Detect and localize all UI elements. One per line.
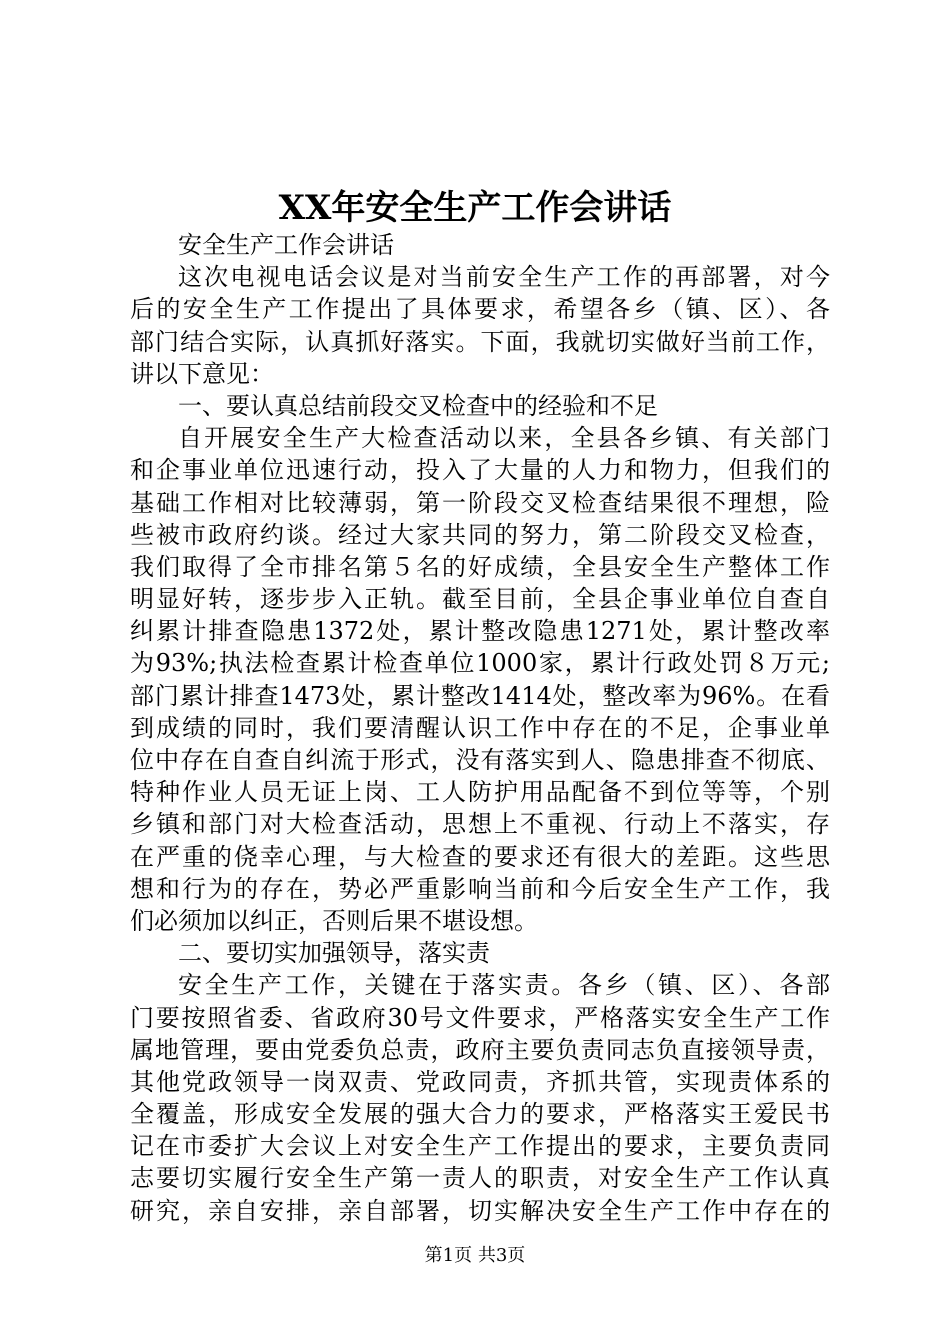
paragraph-line: 这次电视电话会议是对当前安全生产工作的再部署，对今: [178, 263, 830, 292]
paragraph-line: 其他党政领导一岗双责、党政同责，齐抓共管，实现责体系的: [130, 1067, 830, 1096]
paragraph-line: 记在市委扩大会议上对安全生产工作提出的要求，主要负责同: [130, 1132, 830, 1161]
paragraph-line: 门要按照省委、省政府30号文件要求，严格落实安全生产工作: [130, 1003, 830, 1032]
paragraph-line: 自开展安全生产大检查活动以来，全县各乡镇、有关部门: [178, 424, 830, 453]
paragraph-line: 为93%;执法检查累计检查单位1000家，累计行政处罚８万元;: [130, 649, 830, 678]
paragraph-line: 在严重的侥幸心理，与大检查的要求还有很大的差距。这些思: [130, 842, 830, 871]
paragraph-line: 全覆盖，形成安全发展的强大合力的要求，严格落实王爱民书: [130, 1100, 830, 1129]
paragraph-line: 讲以下意见：: [130, 359, 274, 388]
paragraph-line: 想和行为的存在，势必严重影响当前和今后安全生产工作，我: [130, 874, 830, 903]
document-body: [130, 229, 830, 1227]
paragraph-line: 明显好转，逐步步入正轨。截至目前，全县企事业单位自查自: [130, 585, 830, 614]
paragraph-line: 乡镇和部门对大检查活动，思想上不重视、行动上不落实，存: [130, 810, 830, 839]
paragraph-line: 部门结合实际，认真抓好落实。下面，我就切实做好当前工作，: [130, 327, 830, 356]
paragraph-line: 研究，亲自安排，亲自部署，切实解决安全生产工作中存在的: [130, 1196, 830, 1225]
section-heading-1: 一、要认真总结前段交叉检查中的经验和不足: [178, 391, 658, 420]
paragraph-line: 特种作业人员无证上岗、工人防护用品配备不到位等等，个别: [130, 778, 830, 807]
paragraph-line: 部门累计排查1473处，累计整改1414处，整改率为96%。在看: [130, 681, 830, 710]
paragraph-line: 后的安全生产工作提出了具体要求，希望各乡（镇、区）、各: [130, 295, 830, 324]
subtitle-line: 安全生产工作会讲话: [178, 231, 394, 259]
section-heading-2: 二、要切实加强领导，落实责: [178, 939, 490, 968]
paragraph-line: 和企事业单位迅速行动，投入了大量的人力和物力，但我们的: [130, 456, 830, 485]
paragraph-line: 些被市政府约谈。经过大家共同的努力，第二阶段交叉检查，: [130, 520, 830, 549]
paragraph-line: 志要切实履行安全生产第一责人的职责，对安全生产工作认真: [130, 1164, 830, 1193]
paragraph-line: 基础工作相对比较薄弱，第一阶段交叉检查结果很不理想，险: [130, 488, 830, 517]
document-title: XX年安全生产工作会讲话: [278, 188, 672, 228]
paragraph-line: 们必须加以纠正，否则后果不堪设想。: [130, 906, 538, 935]
paragraph-line: 纠累计排查隐患1372处，累计整改隐患1271处，累计整改率: [130, 617, 830, 646]
paragraph-line: 安全生产工作，关键在于落实责。各乡（镇、区）、各部: [178, 971, 830, 1000]
paragraph-line: 位中存在自查自纠流于形式，没有落实到人、隐患排查不彻底、: [130, 746, 830, 774]
page-number-footer: 第1页 共3页: [424, 1245, 526, 1266]
paragraph-line: 到成绩的同时，我们要清醒认识工作中存在的不足，企事业单: [130, 713, 830, 742]
paragraph-line: 属地管理，要由党委负总责，政府主要负责同志负直接领导责，: [130, 1035, 830, 1064]
paragraph-line: 我们取得了全市排名第５名的好成绩，全县安全生产整体工作: [130, 552, 830, 581]
